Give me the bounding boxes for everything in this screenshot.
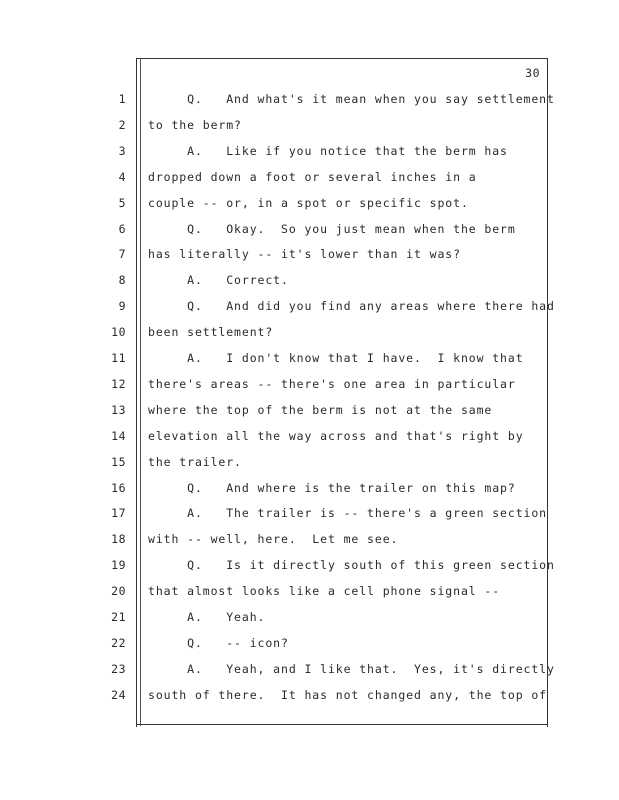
transcript-line: [0, 377, 619, 397]
transcript-line: [0, 429, 619, 449]
transcript-line: [0, 688, 619, 708]
transcript-line: [0, 558, 619, 578]
line-text: A. Correct.: [148, 273, 289, 288]
transcript-line: [0, 455, 619, 475]
line-text: there's areas -- there's one area in particular: [148, 376, 516, 391]
line-number: 6: [118, 221, 126, 236]
line-number: 23: [111, 661, 126, 676]
bottom-rule: [136, 724, 547, 725]
transcript-line: [0, 92, 619, 112]
line-number: 18: [111, 532, 126, 547]
transcript-line: [0, 222, 619, 242]
line-text: A. The trailer is -- there's a green section: [148, 506, 548, 521]
line-number: 24: [111, 687, 126, 702]
transcript-line: [0, 662, 619, 682]
line-text: elevation all the way across and that's right by: [148, 428, 524, 443]
line-text: Q. -- icon?: [148, 635, 289, 650]
line-text: A. Like if you notice that the berm has: [148, 143, 508, 158]
line-number: 5: [118, 195, 126, 210]
line-number: 15: [111, 454, 126, 469]
line-text: south of there. It has not changed any, the top of: [148, 687, 548, 702]
line-text: that almost looks like a cell phone signal --: [148, 584, 501, 599]
line-text: Q. And did you find any areas where there had: [148, 299, 555, 314]
transcript-line: [0, 144, 619, 164]
page-number: 30: [525, 66, 540, 80]
line-text: where the top of the berm is not at the same: [148, 402, 493, 417]
line-text: couple -- or, in a spot or specific spot.: [148, 195, 469, 210]
line-text: has literally -- it's lower than it was?: [148, 247, 461, 262]
line-number: 9: [118, 299, 126, 314]
line-text: to the berm?: [148, 117, 242, 132]
line-number: 16: [111, 480, 126, 495]
line-text: Q. Is it directly south of this green section: [148, 558, 555, 573]
line-number: 17: [111, 506, 126, 521]
transcript-line: [0, 610, 619, 630]
transcript-line: [0, 273, 619, 293]
line-number: 13: [111, 402, 126, 417]
line-text: dropped down a foot or several inches in a: [148, 169, 477, 184]
line-number: 2: [118, 117, 126, 132]
transcript-line: [0, 299, 619, 319]
line-number: 11: [111, 351, 126, 365]
transcript-line: [0, 118, 619, 138]
line-number: 12: [111, 376, 126, 391]
transcript-line: [0, 196, 619, 216]
transcript-line: [0, 170, 619, 190]
line-text: A. I don't know that I have. I know that: [148, 351, 524, 365]
transcript-line: [0, 584, 619, 604]
transcript-line: [0, 532, 619, 552]
line-text: with -- well, here. Let me see.: [148, 532, 399, 547]
line-text: Q. Okay. So you just mean when the berm: [148, 221, 516, 236]
transcript-line: [0, 351, 619, 371]
line-number: 21: [111, 610, 126, 624]
transcript-line: [0, 325, 619, 345]
line-number: 19: [111, 558, 126, 573]
line-text: the trailer.: [148, 454, 242, 469]
line-number: 10: [111, 325, 126, 340]
line-number: 4: [118, 169, 126, 184]
line-number: 7: [118, 247, 126, 262]
transcript-line: [0, 403, 619, 423]
line-number: 8: [118, 273, 126, 288]
line-text: been settlement?: [148, 325, 274, 340]
line-text: Q. And where is the trailer on this map?: [148, 480, 516, 495]
transcript-line: [0, 636, 619, 656]
transcript-line: [0, 481, 619, 501]
line-number: 22: [111, 635, 126, 650]
line-number: 14: [111, 428, 126, 443]
line-number: 1: [118, 92, 126, 106]
line-number: 20: [111, 584, 126, 599]
line-text: A. Yeah, and I like that. Yes, it's directly: [148, 661, 555, 676]
transcript-line: [0, 247, 619, 267]
transcript-line: [0, 506, 619, 526]
line-text: A. Yeah.: [148, 610, 266, 624]
line-number: 3: [118, 143, 126, 158]
line-text: Q. And what's it mean when you say settlement: [148, 92, 555, 106]
